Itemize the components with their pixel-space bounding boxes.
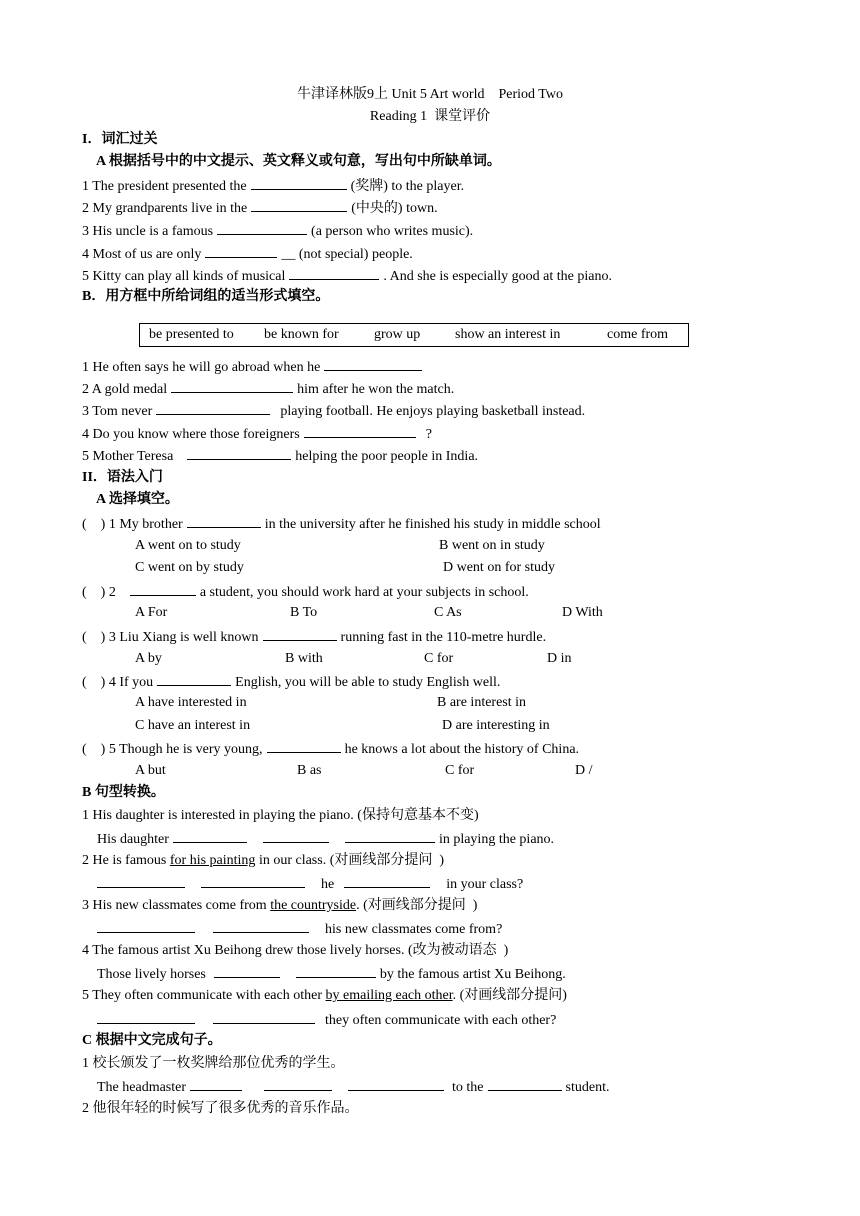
mc-question-3: ( ) 3 Liu Xiang is well known running fast in the 110-metre hurdle. xyxy=(82,627,546,645)
phrase-box xyxy=(139,323,689,347)
transform-3-answer: his new classmates come from? xyxy=(97,919,502,937)
vocab-item-5: 5 Kitty can play all kinds of musical . And she is especially good at the piano. xyxy=(82,266,612,284)
translate-2-prompt: 2 他很年轻的时候写了很多优秀的音乐作品。 xyxy=(82,1101,359,1116)
transform-1-prompt: 1 His daughter is interested in playing the piano. (保持句意基本不变) xyxy=(82,808,479,823)
answer-blank[interactable] xyxy=(213,919,309,933)
answer-blank[interactable] xyxy=(267,739,341,753)
mc-question-5: ( ) 5 Though he is very young, he knows a lot about the history of China. xyxy=(82,739,579,757)
underlined-part: by emailing each other xyxy=(325,988,453,1003)
mc-option[interactable]: B went on in study xyxy=(439,538,545,553)
answer-blank[interactable] xyxy=(304,424,416,438)
phrase-4: show an interest in xyxy=(455,327,561,342)
phrase-item-2: 2 A gold medal him after he won the match. xyxy=(82,379,454,397)
vocab-item-3: 3 His uncle is a famous (a person who writes music). xyxy=(82,221,473,239)
vocab-item-1: 1 The president presented the (奖牌) to the player. xyxy=(82,176,464,194)
mc-option[interactable]: C As xyxy=(434,605,462,620)
translate-1-answer: The headmaster to the student. xyxy=(97,1077,609,1095)
answer-blank[interactable] xyxy=(296,964,376,978)
answer-blank[interactable] xyxy=(324,357,422,371)
transform-2-prompt: 2 He is famous for his painting in our class. (对画线部分提问 ) xyxy=(82,853,445,868)
mc-option[interactable]: D are interesting in xyxy=(442,718,550,733)
section-1a-heading: A 根据括号中的中文提示、英文释义或句意，写出句中所缺单词。 xyxy=(96,154,501,169)
answer-blank[interactable] xyxy=(205,244,277,258)
phrase-item-4: 4 Do you know where those foreigners ? xyxy=(82,424,432,442)
answer-blank[interactable] xyxy=(173,829,247,843)
mc-option[interactable]: C for xyxy=(424,651,454,666)
phrase-5: come from xyxy=(607,327,669,342)
answer-blank[interactable] xyxy=(345,829,435,843)
transform-3-prompt: 3 His new classmates come from the countryside. (对画线部分提问 ) xyxy=(82,898,478,913)
mc-option[interactable]: B with xyxy=(285,651,323,666)
mc-option[interactable]: B as xyxy=(297,763,322,778)
vocab-item-2: 2 My grandparents live in the (中央的) town. xyxy=(82,198,438,216)
mc-option[interactable]: A but xyxy=(135,763,166,778)
mc-option[interactable]: D in xyxy=(547,651,572,666)
answer-blank[interactable] xyxy=(213,1010,315,1024)
answer-blank[interactable] xyxy=(201,874,305,888)
worksheet-title: 牛津译林版9上 Unit 5 Art world Period Two xyxy=(297,87,563,102)
answer-blank[interactable] xyxy=(488,1077,562,1091)
answer-blank[interactable] xyxy=(217,221,307,235)
answer-blank[interactable] xyxy=(187,446,291,460)
underlined-part: for his painting xyxy=(169,853,256,868)
answer-blank[interactable] xyxy=(263,829,329,843)
answer-blank[interactable] xyxy=(264,1077,332,1091)
answer-blank[interactable] xyxy=(289,266,379,280)
answer-blank[interactable] xyxy=(156,401,270,415)
translate-1-prompt: 1 校长颁发了一枚奖牌给那位优秀的学生。 xyxy=(82,1056,345,1071)
mc-option[interactable]: A have interested in xyxy=(135,695,247,710)
mc-option[interactable]: D With xyxy=(562,605,603,620)
phrase-item-1: 1 He often says he will go abroad when he xyxy=(82,357,426,375)
answer-blank[interactable] xyxy=(130,582,196,596)
mc-question-1: ( ) 1 My brother in the university after he finished his study in middle school xyxy=(82,514,601,532)
section-1-heading: I．词汇过关 xyxy=(82,132,158,147)
mc-question-4: ( ) 4 If you English, you will be able to study English well. xyxy=(82,672,500,690)
mc-option[interactable]: D went on for study xyxy=(443,560,555,575)
answer-blank[interactable] xyxy=(171,379,293,393)
transform-4-prompt: 4 The famous artist Xu Beihong drew those lively horses. (改为被动语态 ) xyxy=(82,943,509,958)
answer-blank[interactable] xyxy=(251,176,347,190)
section-2a-heading: A 选择填空。 xyxy=(96,492,179,507)
answer-blank[interactable] xyxy=(187,514,261,528)
mc-option[interactable]: A For xyxy=(135,605,168,620)
section-2b-heading: B 句型转换。 xyxy=(82,785,165,800)
transform-2-answer: he in your class? xyxy=(97,874,523,892)
answer-blank[interactable] xyxy=(97,919,195,933)
mc-option[interactable]: C went on by study xyxy=(135,560,244,575)
mc-option[interactable]: A by xyxy=(135,651,162,666)
answer-blank[interactable] xyxy=(348,1077,444,1091)
phrase-item-5: 5 Mother Teresa helping the poor people in India. xyxy=(82,446,478,464)
worksheet-subtitle: Reading 1 课堂评价 xyxy=(369,109,491,124)
underlined-part: the countryside xyxy=(270,898,357,913)
mc-option[interactable]: C for xyxy=(445,763,475,778)
mc-option[interactable]: A went on to study xyxy=(135,538,241,553)
answer-blank[interactable] xyxy=(344,874,430,888)
answer-blank[interactable] xyxy=(97,874,185,888)
section-2c-heading: C 根据中文完成句子。 xyxy=(82,1033,222,1048)
section-2-heading: II．语法入门 xyxy=(82,470,163,485)
phrase-3: grow up xyxy=(374,327,421,342)
mc-option[interactable]: D / xyxy=(575,763,593,778)
mc-option[interactable]: B To xyxy=(290,605,318,620)
transform-5-answer: they often communicate with each other? xyxy=(97,1010,556,1028)
section-1b-heading: B．用方框中所给词组的适当形式填空。 xyxy=(82,289,330,304)
phrase-2: be known for xyxy=(264,327,339,342)
mc-option[interactable]: C have an interest in xyxy=(135,718,251,733)
phrase-1: be presented to xyxy=(149,327,234,342)
phrase-item-3: 3 Tom never playing football. He enjoys playing basketball instead. xyxy=(82,401,585,419)
answer-blank[interactable] xyxy=(157,672,231,686)
vocab-item-4: 4 Most of us are only __ (not special) people. xyxy=(82,244,413,262)
transform-1-answer: His daughter in playing the piano. xyxy=(97,829,554,847)
answer-blank[interactable] xyxy=(97,1010,195,1024)
answer-blank[interactable] xyxy=(251,198,347,212)
answer-blank[interactable] xyxy=(214,964,280,978)
transform-4-answer: Those lively horses by the famous artist Xu Beihong. xyxy=(97,964,566,982)
transform-5-prompt: 5 They often communicate with each other by emailing each other. (对画线部分提问) xyxy=(82,988,567,1003)
mc-option[interactable]: B are interest in xyxy=(437,695,527,710)
answer-blank[interactable] xyxy=(263,627,337,641)
answer-blank[interactable] xyxy=(190,1077,242,1091)
mc-question-2: ( ) 2 a student, you should work hard at your subjects in school. xyxy=(82,582,529,600)
